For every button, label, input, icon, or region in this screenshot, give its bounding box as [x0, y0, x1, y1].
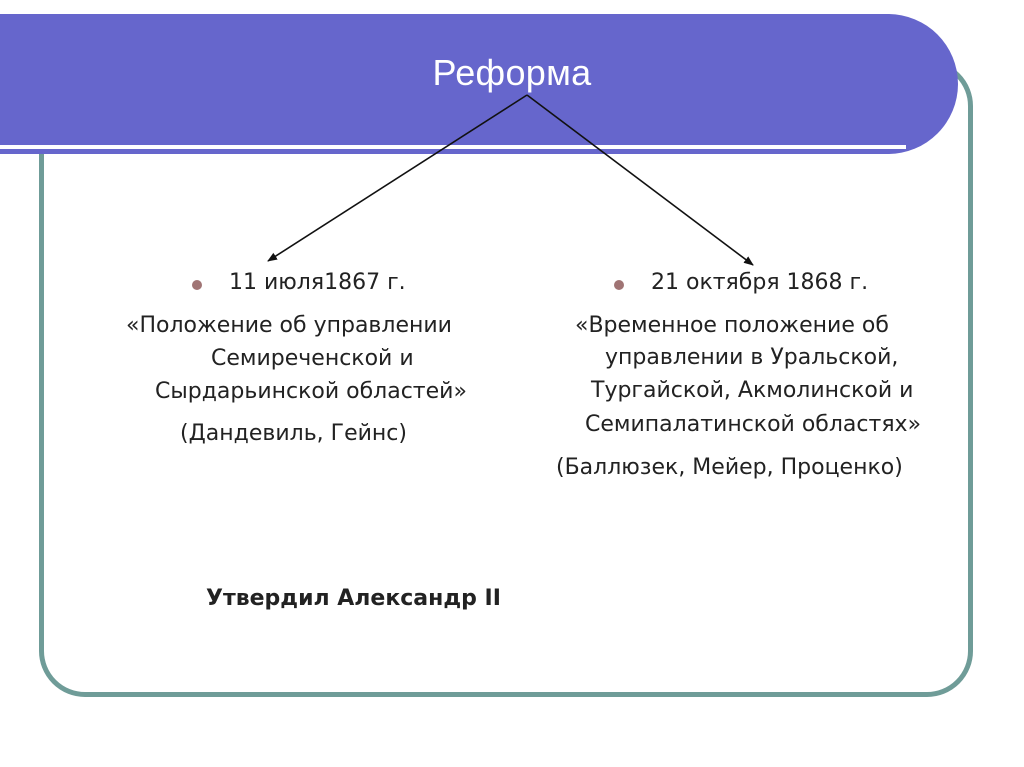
title-underline: [0, 145, 906, 149]
left-date: 11 июля1867 г.: [229, 270, 406, 295]
approved-by: Утвердил Александр II: [206, 586, 501, 611]
right-line-1: «Временное положение об: [575, 313, 889, 338]
right-line-3: Тургайской, Акмолинской и: [591, 378, 914, 403]
right-date: 21 октября 1868 г.: [651, 270, 869, 295]
right-authors: (Баллюзек, Мейер, Проценко): [556, 455, 903, 480]
right-line-2: управлении в Уральской,: [605, 345, 899, 370]
slide-title: Реформа: [432, 52, 592, 93]
left-line-2: Семиреченской и: [211, 346, 414, 371]
right-line-4: Семипалатинской областях»: [585, 412, 922, 437]
left-authors: (Дандевиль, Гейнс): [180, 421, 407, 446]
left-bullet: [192, 280, 202, 290]
left-line-1: «Положение об управлении: [126, 313, 452, 338]
left-line-3: Сырдарьинской областей»: [155, 379, 467, 404]
right-bullet: [614, 280, 624, 290]
